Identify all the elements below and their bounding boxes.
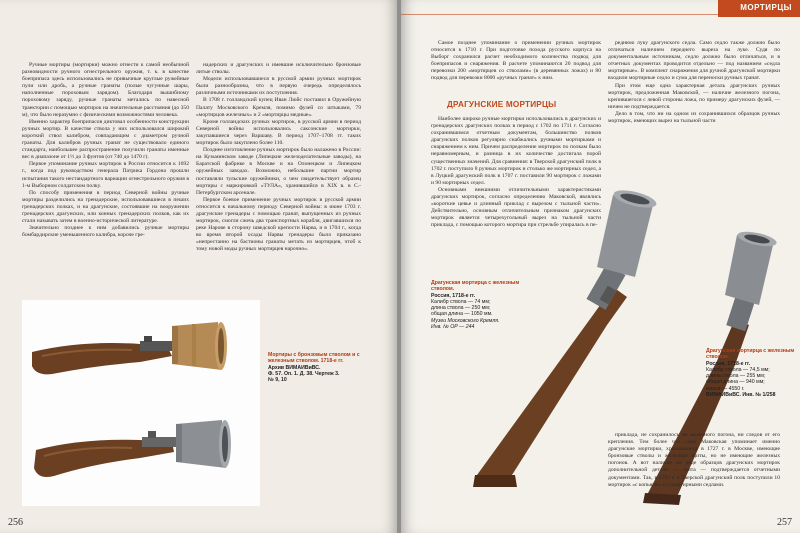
caption-line: общая длина — 1050 мм. xyxy=(431,311,493,318)
caption-line: Россия, 1718-е гг. xyxy=(706,360,751,367)
paragraph: Первое упоминание ручных мортирок в России относится к 1692 г., когда под руководством генерала Патрика Гордона прошли испытания такого нестандартного вариации огнестрельного оружия в 1-м Выборном солдатском полку. xyxy=(22,161,189,189)
caption-line: длина ствола — 255 мм; xyxy=(706,373,766,380)
right-page xyxy=(401,0,800,533)
paragraph: При этом еще одна характерная деталь драгунских ручных мортирок, предложенная Маковской, — наличие железного погона, крепившегося с левой стороны ложа, по примеру драгунских фузей, — ничем не подтверждается. xyxy=(608,82,780,110)
photo-two-mortars xyxy=(22,300,260,506)
paragraph: По способу применения в период Северной войны ручные мортиры разделились на гренадерские, использовавшиеся в пеших гренадерских полках, и на драгунские, состоявшие на вооружении гренадерских драгунских, или конных гренадерских полков, как их стали называть затем в военно-исторической литературе. xyxy=(22,189,189,225)
caption-line: общая длина — 940 мм; xyxy=(706,379,765,386)
caption-line: Архив ВИМАИВиВС. xyxy=(268,364,321,371)
caption-title: Драгунская мортирца с железным стволом. xyxy=(706,348,795,361)
right-column-2-bottom xyxy=(608,432,780,489)
mortars-illustration xyxy=(22,300,260,506)
paragraph: В 1708 г. голландский купец Иван Люйс поставил в Оружейную Палату Московского Кремля, помимо фузей со штыками, 79 «мортирцов железных» и 2 «мортирцы медные». xyxy=(196,97,361,118)
paragraph: Именно характер боеприпасов диктовал особенности конструкции ручных мортир. В качестве ствола у них использовался широкий короткий ствол калибром, совпадающим с диаметром ручной гранаты. Для калибров ручных гранат не существовало единого стандарта, наибольшее распространение получили гранаты именные вес в диапазоне от 1½ до 3 фунтов (от 740 до 1470 г). xyxy=(22,118,189,161)
paragraph: Основными внешними отличительными характеристиками драгунских мортирок, согласно определению Маковской, являлись «короткие цевье и длинный приклад с вырезом с тыльной части». Действительно, основным отличительным признаком драгунских мортирок является четырехугольный вырез на тыльной части приклада, с помощью которого мортира при стрельбе упиралась в пе- xyxy=(431,186,601,229)
caption-line: Калибр ствола — 74 мм; xyxy=(431,298,491,305)
left-page xyxy=(0,0,397,533)
paragraph: надерских и драгунских и имевшие исключительно бронзовые литые стволы. xyxy=(196,62,361,76)
caption-line: Инв. № ОР — 244 xyxy=(431,324,475,331)
caption-line: масса — 4550 г. xyxy=(706,385,745,392)
paragraph: Самое позднее упоминание о применении ручных мортирок относится к 1710 г. При подготовке похода русского корпуса на Выборг сохранился расчет необходимого количества подвод для боеприпасов и снаряжения. В расчете упоминаются 20 подвод для перевозки 200 «мортирцев со стволами» (в деревянных ложах) и 80 подвод для перевозки 8000 «ручных гранат» к ним. xyxy=(431,40,601,82)
paragraph: приклада, не сохранилось ни железного погона, ни следов от его крепления. Тем более что сама Маковская упоминает именно драгунские мортирки, хранившиеся в 1727 г. в Москве, имеющие бронзовые стволы и железные щиты, но не имеющие железных погонов. А вот наличие на ряде образцов драгунских мортирок дополнительной детали — щита — подтверждается отчетными документами. Так, в 1703 г. в Тверской драгунский полк поступили 10 мортирок «с копьями» и с мортирными седлами. xyxy=(608,432,780,488)
caption-line: длина ствола — 250 мм; xyxy=(431,305,491,312)
paragraph: Кроме голландских ручных мортирок, в русской армии в период Северной войны использовались саксонские мортирки, закупавшиеся через Варшаву. В период 1707–1708 гг. таких мортирок было закуплено более 110. xyxy=(196,118,361,147)
bronze-mortar-image xyxy=(32,322,227,374)
right-column-1-top xyxy=(431,40,601,83)
page-number-left: 256 xyxy=(8,517,23,528)
left-column-2 xyxy=(196,62,361,254)
paragraph: Ручные мортиры (мортирки) можно отнести к самой необычной разновидности ручного огнестрельного оружия, т. к. в качестве боеприпаса здесь использовались не привычные круглые ружейные пули или дробь, а ручные гранаты (полые чугунные шары, наполненные пороховым зарядом). Благодаря вышибному пороховому заряду, ручные гранаты метались по навесной траектории с помощью мортирок на значительные расстояния (до 350 м), что было неразумно с физическими возможностями человека. xyxy=(22,62,189,118)
paragraph: Первое боевое применение ручных мортирок в русской армии относится к начальному периоду Северной войны: в июне 1703 г. драгунские гренадеры с помощью гранат, выпущенных из ручных мортирок, смогли сжечь два транспортных корабля, двигавшихся по реке Нарове в сторону шведской крепости Нарва, и в 1704 г., когда во время второй осады Нарвы гренадеры было приказано «непрестанно на бастионы гранаты метать из мортирцев, чтоб к тому новой моды ручных мортирцев нарочно». xyxy=(196,196,361,253)
right-photo-caption xyxy=(706,348,796,398)
running-header xyxy=(718,0,800,17)
left-photo-caption xyxy=(268,352,368,383)
left-column-1 xyxy=(22,62,189,239)
paragraph: Позднее изготовление ручных мортирок было налажено в России: на Кузьминском заводе (Липецкие железоделательные заводы), на Баратской фабрике в Москве и на Олонецком и Липецком оружейных заводах. Возможно, небольшие партии мортир поставляли тульские оружейники, о чем свидетельствует образец мортиры с маркировкой «ТУЛА», хранившийся в XIX в. в С.-Петербургском арсенале. xyxy=(196,147,361,196)
caption-line: Калибр ствола — 74,5 мм; xyxy=(706,366,770,373)
paragraph: реднюю луку драгунского седла. Само седло также должно было отличаться наличием переднего выреза на луке. Судя по документальным источникам, седло должно было отличаться, и в отчетных документах проводится отдельно — под названием «седла мортирные». В комплект снаряжения для ручной драгунской мортирки входили мортирные седло и сума для переноски ручных гранат. xyxy=(608,40,780,82)
center-photo-caption xyxy=(431,280,531,330)
paragraph: Наиболее широко ручные мортирки использовались в драгунских и гренадерских драгунских полках в период с 1702 по 1711 г. Согласно сохранившимся отчетным документам, большинство полков драгунских полков регулярно снабжались ручными мортирками и снаряжением к ним. Причем распределение мортирок по полкам было неравномерным, и разница в их количестве достигала порой существенных значений. Для сравнения: в Тверской драгунский полк в 1702 г. поступило 8 ручных мортирок и столько же мортирных седел, а в Луцкий драгунский полк в 1707 г. поставили 90 мортирок с ложами и 90 мортирных седел. xyxy=(431,116,601,186)
caption-line: Россия, 1718-е гг. xyxy=(431,292,476,299)
caption-line: Ф. 57. Оп. 1. Д. 38. Чертеж 3. xyxy=(268,370,340,377)
steel-mortar-image xyxy=(34,420,231,477)
caption-title: Мортиры с бронзовым стволом и с железным стволом. 1718-е гг. xyxy=(268,352,360,365)
caption-line: № 9, 10 xyxy=(268,377,287,384)
running-header-title: МОРТИРЦЫ xyxy=(740,3,792,12)
caption-line: Музеи Московского Кремля. xyxy=(431,317,500,324)
paragraph: Дело в том, что ни на одном из сохранившихся образцов ручных мортирок, имеющих вырез на тыльной части xyxy=(608,110,780,125)
section-title: ДРАГУНСКИЕ МОРТИРЦЫ xyxy=(447,100,557,109)
caption-title: Драгунская мортирца с железным стволом. xyxy=(431,280,520,293)
paragraph: Модели использовавшиеся в русской армии ручных мортирок были разнообразны, что в первую очередь определялось различными источниками их поступления. xyxy=(196,76,361,97)
caption-line: ВИМАИВиВС. Инв. № 1/258 xyxy=(706,392,776,399)
page-number-right: 257 xyxy=(777,517,792,528)
paragraph: Значительно позднее к ним добавились ручные мортиры бомбардирские уменьшенного калибра, короче гре- xyxy=(22,225,189,239)
right-column-2-top xyxy=(608,40,780,125)
